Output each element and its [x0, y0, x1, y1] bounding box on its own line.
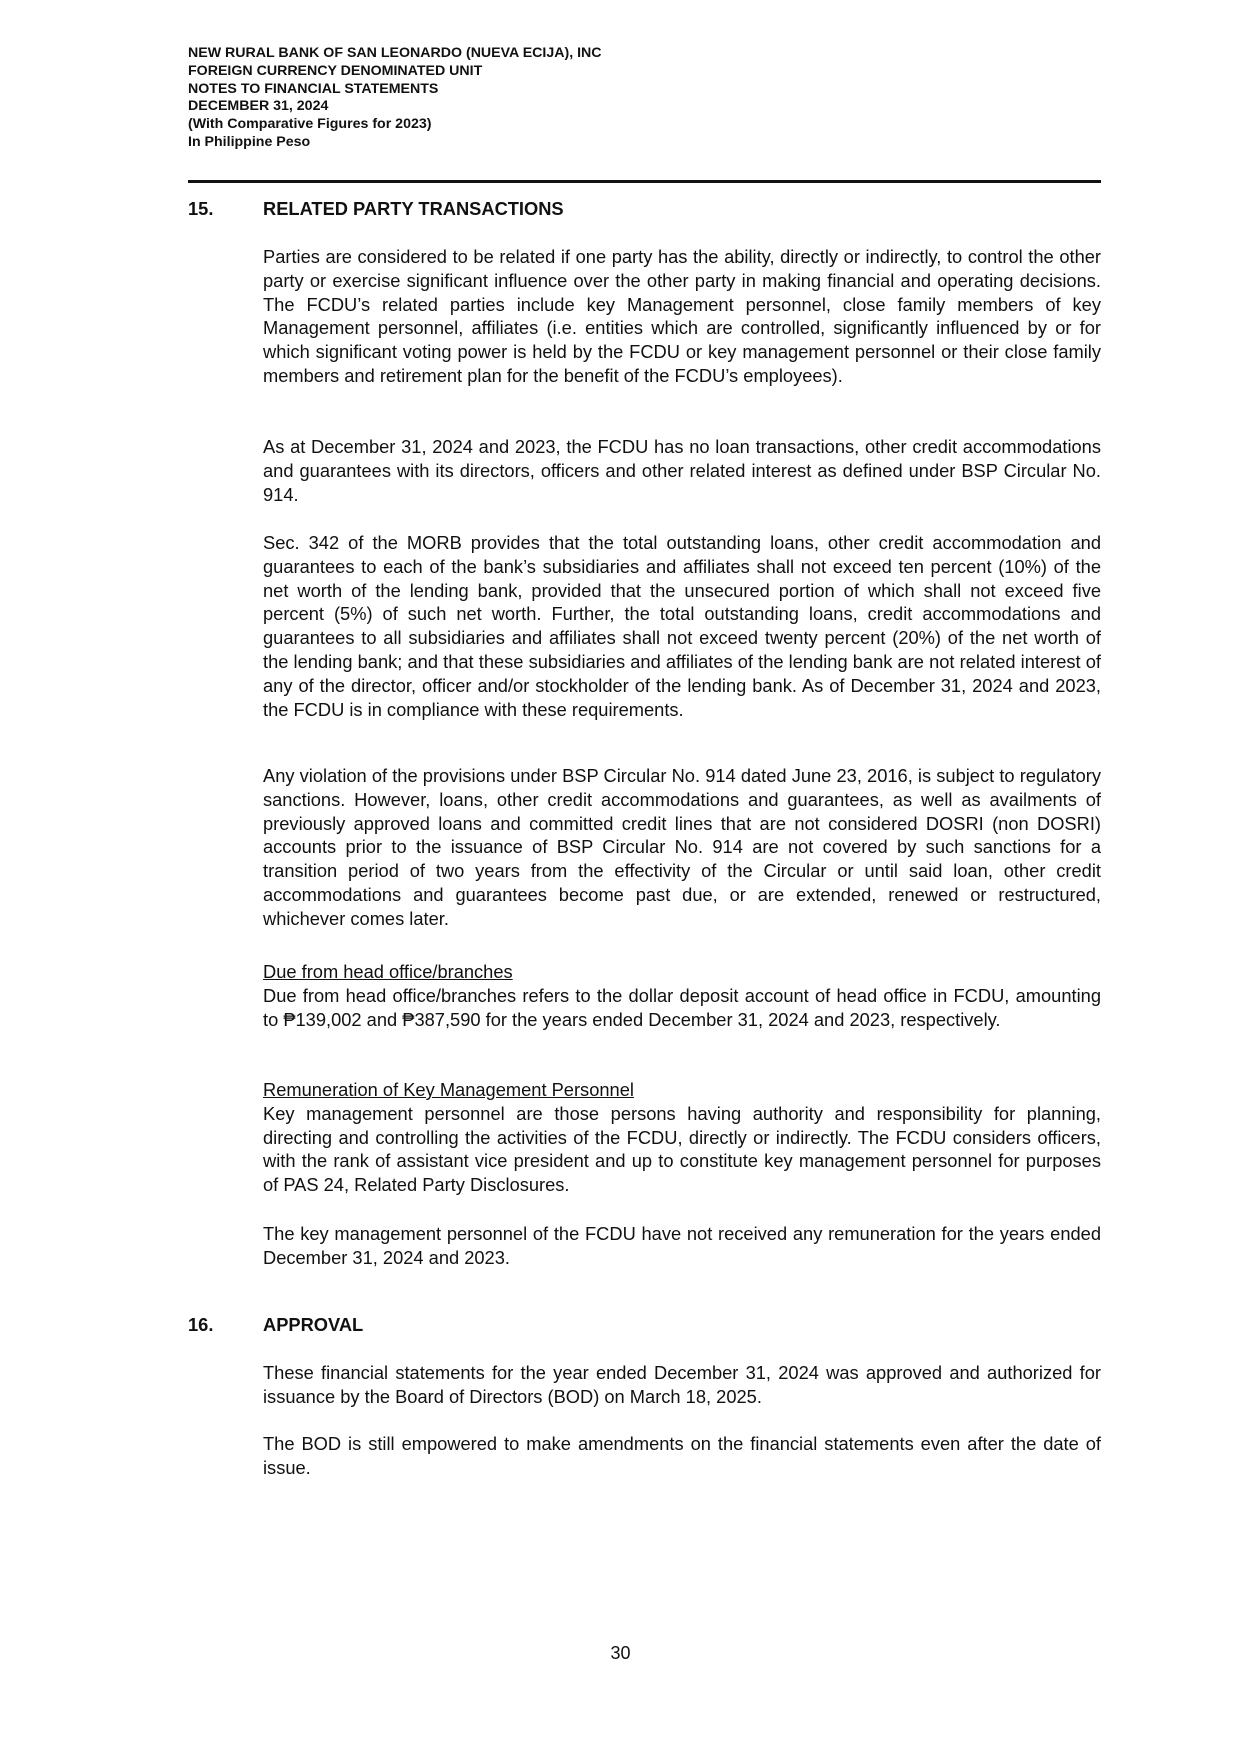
paragraph-related-parties-definition [263, 245, 1101, 388]
document-header [188, 45, 888, 152]
page-number: 30 [610, 1643, 631, 1663]
paragraph-bsp-circular-914 [263, 764, 1101, 931]
subsection-due-from-head-office [263, 960, 1101, 1031]
section-title: APPROVAL [263, 1314, 364, 1335]
paragraph-no-remuneration [263, 1222, 1101, 1270]
statement-title: NOTES TO FINANCIAL STATEMENTS [188, 80, 439, 97]
paragraph-approval-date [263, 1361, 1101, 1409]
paragraph-text: Parties are considered to be related if one party has the ability, directly or indirectly, to control the other party or exercise significant influence over the other party in making financial and operating decisions. The FCDU’s related parties include key Management personnel, close family members of key Management personnel, affiliates (i.e. entities which are controlled, significantly influenced by or for which significant voting power is held by the FCDU or key management personnel or their close family members and retirement plan for the benefit of the FCDU’s employees). [263, 246, 1101, 386]
paragraph-text: As at December 31, 2024 and 2023, the FCDU has no loan transactions, other credit accommodations and guarantees with its directors, officers and other related interest as defined under BSP Circular No. 914. [263, 436, 1101, 505]
currency-note: In Philippine Peso [188, 133, 311, 150]
paragraph-text: The BOD is still empowered to make amendments on the financial statements even after the date of issue. [263, 1433, 1101, 1478]
statement-date: DECEMBER 31, 2024 [188, 98, 329, 115]
subsection-heading: Remuneration of Key Management Personnel [263, 1079, 634, 1100]
comparative-note: (With Comparative Figures for 2023) [188, 116, 432, 133]
paragraph-text: These financial statements for the year ended December 31, 2024 was approved and authorized for issuance by the Board of Directors (BOD) on March 18, 2025. [263, 1362, 1101, 1407]
paragraph-text: Key management personnel are those persons having authority and responsibility for planning, directing and controlling the activities of the FCDU, directly or indirectly. The FCDU considers officers, with the rank of assistant vice president and up to constitute key management personnel for purposes of PAS 24, Related Party Disclosures. [263, 1102, 1101, 1196]
bank-name: NEW RURAL BANK OF SAN LEONARDO (NUEVA ECIJA), INC [188, 45, 602, 61]
subsection-key-management-remuneration [263, 1078, 1101, 1197]
paragraph-text: Sec. 342 of the MORB provides that the total outstanding loans, other credit accommodation and guarantees to each of the bank’s subsidiaries and affiliates shall not exceed ten percent (10%) of the net worth of the lending bank, provided that the unsecured portion of which shall not exceed five percent (5%) of such net worth. Further, the total outstanding loans, credit accommodations and guarantees to all subsidiaries and affiliates shall not exceed twenty percent (20%) of the net worth of the lending bank; and that these subsidiaries and affiliates of the lending bank are not related interest of any of the director, officer and/or stockholder of the lending bank. As of December 31, 2024 and 2023, the FCDU is in compliance with these requirements. [263, 532, 1101, 720]
section-number: 16. [188, 1314, 214, 1335]
section-title: RELATED PARTY TRANSACTIONS [263, 198, 564, 219]
paragraph-text: The key management personnel of the FCDU have not received any remuneration for the years ended December 31, 2024 and 2023. [263, 1223, 1101, 1268]
paragraph-morb-sec-342 [263, 531, 1101, 721]
paragraph-bod-amendments [263, 1432, 1101, 1480]
unit-name: FOREIGN CURRENCY DENOMINATED UNIT [188, 62, 483, 79]
paragraph-no-loan-transactions [263, 435, 1101, 506]
paragraph-text: Due from head office/branches refers to the dollar deposit account of head office in FCDU, amounting to ₱139,002 and ₱387,590 for the years ended December 31, 2024 and 2023, respectively. [263, 984, 1101, 1030]
paragraph-text: Any violation of the provisions under BSP Circular No. 914 dated June 23, 2016, is subject to regulatory sanctions. However, loans, other credit accommodations and guarantees, as well as availments of previously approved loans and committed credit lines that are not considered DOSRI (non DOSRI) accounts prior to the issuance of BSP Circular No. 914 are not covered by such sanctions for a transition period of two years from the effectivity of the Circular or until said loan, other credit accommodations and guarantees become past due, or are extended, renewed or restructured, whichever comes later. [263, 765, 1101, 929]
subsection-heading: Due from head office/branches [263, 961, 513, 982]
section-number: 15. [188, 198, 214, 219]
header-divider [188, 180, 1101, 183]
